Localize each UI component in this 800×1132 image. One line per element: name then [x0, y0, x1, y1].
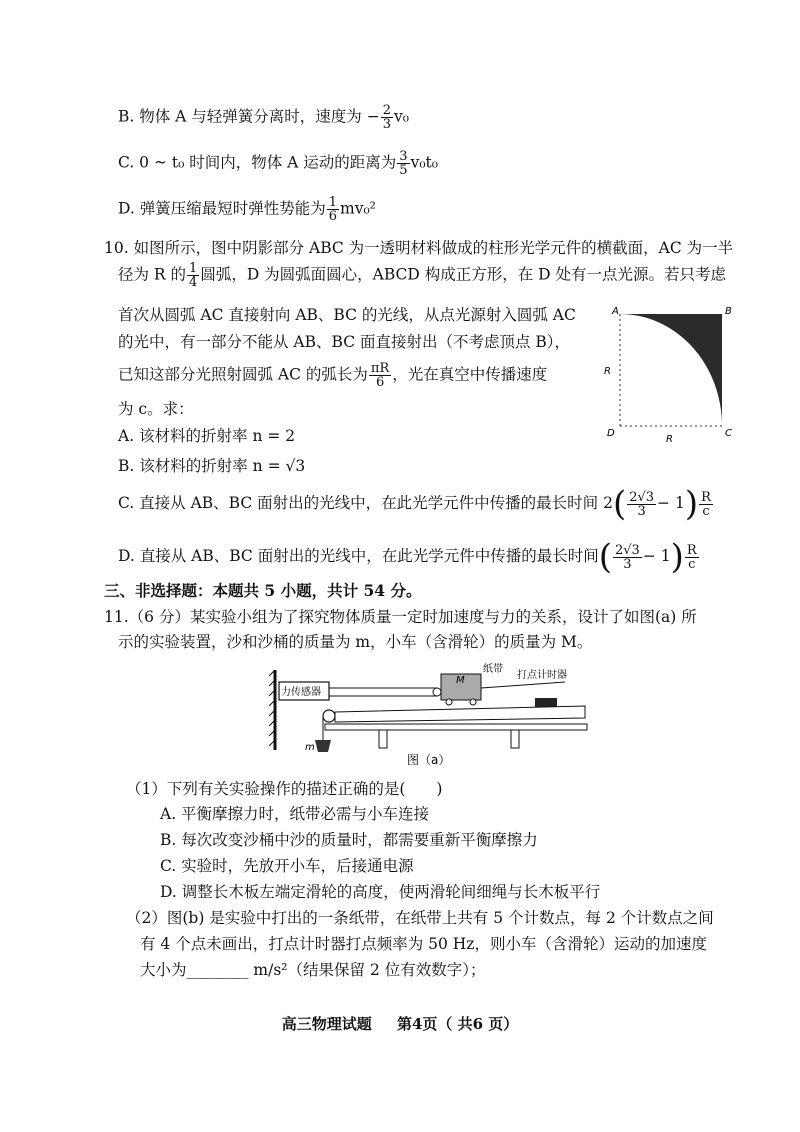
q11-line2: 示的实验装置，沙和沙桶的质量为 m，小车（含滑轮）的质量为 M。 [118, 633, 593, 651]
q10-line5: 已知这部分光照射圆弧 AC 的弧长为 $\frac{\pi R}{6}$ ，光在真空中传播速度 [118, 361, 548, 390]
long-board [335, 706, 585, 722]
q11-part1-option-c: C. 实验时，先放开小车，后接通电源 [160, 857, 414, 875]
table-leg-left [379, 730, 387, 748]
fraction: $\frac{R}{c}$ [686, 542, 697, 572]
fraction: $\frac{1}{6}$ [328, 195, 338, 224]
table-top [325, 724, 587, 730]
q11-part2-line2: 有 4 个点未画出，打点计时器打点频率为 50 Hz，则小车（含滑轮）运动的加速度 [140, 935, 707, 953]
q10-figure [600, 300, 750, 450]
q10-option-d: D. 直接从 AB、BC 面射出的光线中，在此光学元件中传播的最长时间( $\frac{2√3}{3}$ − 1) $\frac{R}{c}$ [118, 537, 697, 577]
q10-line1: 10. 如图所示，图中阴影部分 ABC 为一透明材料做成的柱形光学元件的横截面，AC 为一半 [104, 239, 734, 257]
q11-part1-option-d: D. 调整长木板左端定滑轮的高度，使两滑轮间细绳与长木板平行 [160, 883, 601, 901]
footer-page-number: 第4页（ 共6 页） [396, 1015, 519, 1033]
q10-option-a: A. 该材料的折射率 n = 2 [118, 427, 296, 445]
q11-part1-option-a: A. 平衡摩擦力时，纸带必需与小车连接 [160, 805, 430, 823]
q10-line2: 径为 R 的 $\frac{1}{4}$ 圆弧，D 为圆弧面圆心，ABCD 构成正方形，在 D 处有一点光源。若只考虑 [118, 261, 727, 290]
q11-part1: （1）下列有关实验操作的描述正确的是( ) [126, 780, 443, 798]
fraction: $\frac{2}{3}$ [382, 103, 391, 132]
label-d: D [607, 428, 615, 439]
label-b: B [725, 306, 732, 317]
cart-label: M [456, 675, 465, 686]
fraction: $\frac{\pi R}{6}$ [370, 361, 390, 390]
figure-a-caption: 图（a） [407, 753, 451, 767]
paper-tape-label: 纸带 [483, 664, 503, 675]
paper-tape [481, 682, 565, 688]
label-r-bottom: R [666, 434, 673, 445]
force-sensor-label: 力传感器 [281, 687, 321, 698]
timer-label: 打点计时器 [517, 670, 567, 681]
q11-apparatus-figure [265, 660, 595, 772]
q11-part2-line1: （2）图(b) 是实验中打出的一条纸带，在纸带上共有 5 个计数点，每 2 个计数点之间 [126, 909, 714, 927]
cart-pulley [433, 688, 441, 696]
sand-bucket [315, 740, 331, 752]
label-a: A [612, 306, 619, 317]
fraction: $\frac{R}{c}$ [701, 489, 711, 519]
cart-wheel-right [470, 699, 476, 705]
page-footer [0, 1013, 800, 1034]
fraction: $\frac{2√3}{3}$ [614, 542, 640, 572]
option-d-prev: D. 弹簧压缩最短时弹性势能为 $\frac{1}{6}$ mv₀² [118, 195, 376, 224]
fixed-pulley [323, 710, 335, 722]
q10-line3: 首次从圆弧 AC 直接射向 AB、BC 的光线，从点光源射入圆弧 AC [118, 306, 576, 324]
cart-wheel-left [446, 699, 452, 705]
label-r-left: R [604, 366, 611, 377]
table-leg-right [511, 730, 519, 748]
fraction: $\frac{3}{5}$ [399, 149, 408, 178]
footer-subject: 高三物理试题 [281, 1015, 372, 1033]
fraction: $\frac{1}{4}$ [189, 261, 198, 290]
q10-line4: 的光中，有一部分不能从 AB、BC 面直接射出（不考虑顶点 B）， [118, 333, 571, 351]
fraction: $\frac{2√3}{3}$ [629, 489, 655, 519]
option-c-prev: C. 0 ~ t₀ 时间内，物体 A 运动的距离为 $\frac{3}{5}$ v₀t₀ [118, 149, 438, 178]
q11-part2-line3: 大小为________ m/s²（结果保留 2 位有效数字）； [140, 961, 486, 979]
section-3-heading: 三、非选择题：本题共 5 小题，共计 54 分。 [104, 581, 422, 600]
option-b-prev: B. 物体 A 与轻弹簧分离时，速度为 − $\frac{2}{3}$ v₀ [118, 103, 409, 132]
label-c: C [725, 428, 732, 439]
q10-line6: 为 c。求： [118, 400, 194, 418]
q10-option-b: B. 该材料的折射率 n = √3 [118, 457, 306, 475]
q10-option-c: C. 直接从 AB、BC 面射出的光线中，在此光学元件中传播的最长时间 2( $\frac{2√3}{3}$ − 1) $\frac{R}{c}$ [118, 484, 711, 524]
q11-line1: 11.（6 分）某实验小组为了探究物体质量一定时加速度与力的关系，设计了如图(a) 所 [104, 608, 697, 626]
shaded-region-abc [620, 314, 722, 426]
bucket-label: m [305, 742, 315, 753]
q11-part1-option-b: B. 每次改变沙桶中沙的质量时，都需要重新平衡摩擦力 [160, 831, 538, 849]
